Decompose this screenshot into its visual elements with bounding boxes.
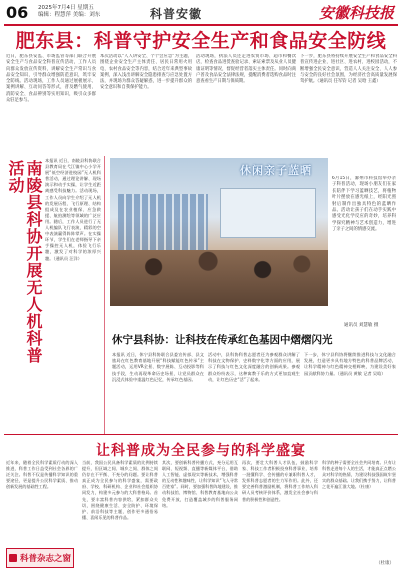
bottom-headline: 让科普成为全民参与的科学盛宴 — [96, 443, 306, 459]
column-badge-label: 科普杂志之窗 — [19, 554, 71, 564]
bottom-article-col5: 科学的种子需要全社会共同培育。只有让科普走进每个人的生活，才能真正点燃公众对科学的热情，为建设科技强国筑牢坚实的群众基础。让我们携手努力，让科普之花开遍江淮大地。（杜康） — [322, 460, 396, 490]
sub-article-col2: 活动中，县科协科普志愿者还为参观群众讲解了科技在文物保护、史料数字化等方面的应用，展示了科技与红色文化深度融合的创新成果。参观群众纷纷表示，这种寓教于乐的方式更加直观生动，让红色历史“活”了起来。 — [208, 352, 300, 382]
sub-article-headline: 休宁县科协：让科技在传承红色基因中熠熠闪光 — [112, 334, 333, 346]
date-editor-info — [38, 5, 128, 19]
photo-caption: 6月15日，滁州市科技馆举办亲子科普活动，现场小朋友们在家长陪伴下学习蓝晒技艺，将植物叶片摆放在感光纸上，经阳光照射后制作出独具特色的蓝晒作品。活动让孩子们在动手实践中感受光化学反应的奇妙，培养科学探究精神与艺术创造力，增进了亲子之间的情感交流。 — [332, 176, 396, 233]
feature-article-body: 本报讯 近日，南陵县科协联合县教育局在弋江镇中心小学开展“低空经济进校园”无人机科普活动，通过理论讲解、现场演示和动手实操，让学生近距离感受科技魅力。活动现场，工作人员向学生介绍了无人机的发展历程、飞行原理、结构组成及在农业植保、应急救援、航拍测绘等领域的广泛应用。随后，工作人员进行了无人机编队飞行表演，精彩的空中表演赢得阵阵掌声。在实操环节，学生们在老师指导下亲手操控无人机，体验飞行乐趣，激发了对科学的浓厚兴趣。（通讯员 汪洋） — [45, 158, 101, 261]
bottom-article-col1: 近年来，随着全民科学素质行动的深入推进，科普工作日益受到社会各界的广泛关注。科普不仅是传播科学知识的重要途径，更是提升公民科学素质、推动创新发展的基础性工程。 — [6, 460, 78, 490]
bottom-article-col2: 当前，我国公民具备科学素质的比例持续提升，但区域之间、城乡之间、群体之间仍存在不平衡、不充分的问题。要让科普真正成为全民参与的科学盛宴，需要政府、学校、科研机构、企业和社会组织协同发力，构建多元参与的大科普格局。首先，要丰富科普内容供给，紧扣群众关切，围绕健康生活、安全防护、环境保护、前沿科技等主题，创作更多通俗易懂、喜闻乐见的科普作品。 — [82, 460, 158, 520]
header-rule — [4, 24, 398, 26]
lead-article-col3: 活动现场，执法人员还走进农贸市场、超市和餐饮店，检查食品进货查验记录、索证索票及从业人员健康证明等情况，督促经营者落实主体责任。同时向商户普及食品安全法律法规，提醒消费者选购食品时注意查看生产日期与保质期。 — [196, 54, 296, 85]
photo-display-screen — [220, 188, 316, 238]
editor-line: 编辑：程慧萍 美编：刘东 — [38, 12, 101, 18]
photo-exhibit-shelf — [118, 194, 208, 254]
lead-article-col4: 下一步，肥东县将持续开展安全生产和食品安全科普宣传进企业、进社区、进农村、进校园活动，不断增强全民安全意识，营造人人关注安全、人人参与安全的良好社会氛围，为经济社会高质量发展保驾护航。（通讯员 任军钧 记者 吴晗 王鑫） — [300, 54, 397, 85]
column-badge — [6, 548, 74, 568]
byline-end: （杜康） — [376, 561, 394, 566]
feature-vertical-title: 南陵县科协开展无人机科普活动 — [6, 160, 43, 364]
photo-crowd — [110, 250, 328, 306]
lead-article-col2: 本次活动以“人人讲安全、个个会应急”为主题，围绕企业安全生产主体责任、居民日常用火用电、农村食品安全等内容，结合近年来典型事故案例，深入浅出讲解安全隐患排查与应急处置方法，并现场为群众答疑解惑，进一步提升群众的安全意识和自我保护能力。 — [100, 54, 192, 91]
bottom-rule — [4, 434, 398, 435]
sub-article-col3: 下一步，休宁县科协将继续推进科技与文化融合发展，打造更多具有地方特色的科普品牌活动，让科学精神与红色精神交相辉映，为建设美好家园贡献科协力量。（通讯员 黄敏 记者 吴晗） — [304, 352, 396, 376]
sub-article-col1: 本报讯 近日，休宁县科协联合县委宣传部、县文旅局在红色教育基地开展“科技赋能红色传承”主题活动，运用VR全景、数字展陈、互动投影等科技手段，生动再现革命历史场景，让党员群众在沉浸式体验中重温红色记忆，传承红色基因。 — [112, 352, 204, 382]
page-number: 06 — [6, 3, 29, 22]
photo-credit: 通讯员 刘慧敏 摄 — [344, 323, 379, 328]
flag-icon — [9, 554, 17, 562]
lead-article-col1: 近日，肥东县安监、市场监管等部门联合开展安全生产与食品安全科普宣传活动，工作人员向群众发放宣传资料，讲解安全生产常识与食品安全知识，引导群众增强防范意识，筑牢安全防线。活动现场，工作人员通过展板展示、案例讲解、互动问答等形式，普及燃气使用、消防安全、食品辨别等实用知识，吸引众多群众驻足参与。 — [6, 54, 96, 104]
section-title: 科普安徽 — [150, 7, 203, 21]
bottom-article-col4: 再次，要壮大科普人才队伍，鼓励科学家、科技工作者积极投身科普事业，培养一批懂科学、会传播的专兼职科普人才，发挥科普志愿者的生力军作用。此外，还要完善科普激励机制，将科普工作纳入科研人员考核评价体系，激发全社会参与科普的积极性和创造性。 — [242, 460, 318, 502]
news-photo — [110, 158, 328, 306]
column-divider — [104, 156, 105, 434]
date-line: 2025年7月4日 星期五 — [38, 5, 94, 11]
bottom-article-col3: 其次，要创新科普传播方式，充分运用互联网、短视频、直播等新媒体平台，借助人工智能、虚拟现实等新技术，增强科普的互动性和趣味性，让科学知识“飞入寻常百姓家”。同时，要加强科普阵地建设，推动科技馆、博物馆、科普教育基地向公众免费开放，打造覆盖城乡的科普服务网络。 — [162, 460, 238, 508]
newspaper-logo: 安徽科技报 — [318, 4, 394, 22]
lead-headline: 肥东县：科普守护安全生产和食品安全防线 — [15, 30, 387, 52]
photo-banner-text: 休闲亲子蓝晒 — [240, 164, 312, 177]
